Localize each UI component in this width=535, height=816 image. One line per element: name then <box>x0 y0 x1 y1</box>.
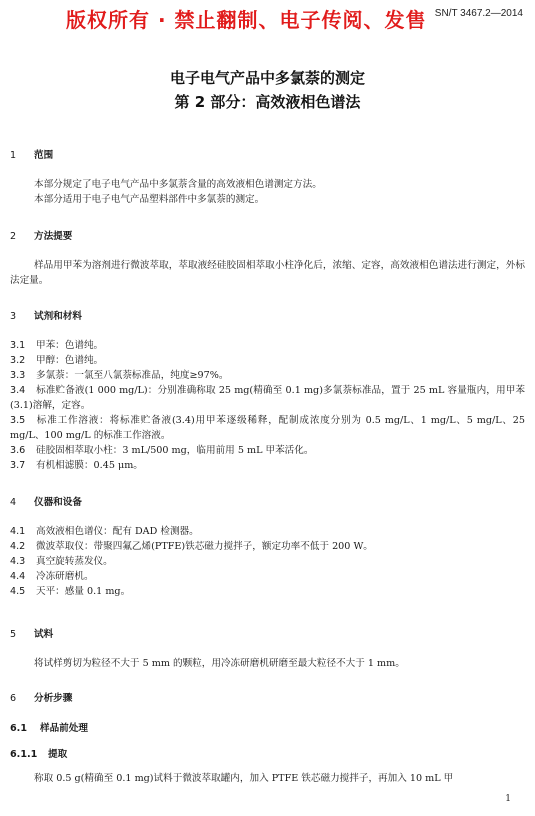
paragraph: 样品用甲苯为溶剂进行微波萃取，萃取液经硅胶固相萃取小柱净化后，浓缩、定容，高效液相色谱法进行测定，外标法定量。 <box>10 260 525 286</box>
section-title: 范围 <box>34 150 54 161</box>
section-heading-4 <box>10 494 82 508</box>
paragraph: 本部分规定了电子电气产品中多氯萘含量的高效液相色谱测定方法。 <box>34 179 322 190</box>
section-heading-1 <box>10 147 53 161</box>
item-text: 天平：感量 0.1 mg。 <box>36 586 131 597</box>
item-number: 4.1 <box>10 526 26 537</box>
item-number: 3.2 <box>10 355 26 366</box>
item-number: 4.2 <box>10 541 26 552</box>
section-title: 试剂和材料 <box>34 311 82 322</box>
item-number: 3.3 <box>10 370 26 381</box>
list-item <box>10 353 525 368</box>
section-number: 6.1.1 <box>10 749 38 760</box>
section-heading-5 <box>10 626 53 640</box>
item-number: 3.7 <box>10 460 26 471</box>
item-number: 4.4 <box>10 571 26 582</box>
item-text: 微波萃取仪：带聚四氟乙烯(PTFE)铁芯磁力搅拌子，额定功率不低于 200 W。 <box>36 541 373 552</box>
section-title: 试料 <box>34 629 54 640</box>
item-number: 3.1 <box>10 340 26 351</box>
item-text: 有机相滤膜：0.45 μm。 <box>36 460 143 471</box>
item-text: 标准贮备液(1 000 mg/L)：分别准确称取 25 mg(精确至 0.1 mg)多氯萘标准品，置于 25 mL 容量瓶内，用甲苯(3.1)溶解，定容。 <box>10 385 525 411</box>
section-title: 方法提要 <box>34 231 73 242</box>
copyright-watermark: 版权所有 · 禁止翻制、电子传阅、发售 <box>66 8 427 32</box>
item-text: 冷冻研磨机。 <box>36 571 94 582</box>
list-item <box>10 443 525 458</box>
list-item <box>10 539 525 554</box>
section-title: 仪器和设备 <box>34 497 82 508</box>
item-text: 甲醇：色谱纯。 <box>36 355 104 366</box>
item-number: 3.6 <box>10 445 26 456</box>
section-number: 4 <box>10 497 17 508</box>
document-subtitle: 第 2 部分：高效液相色谱法 <box>174 93 361 111</box>
item-number: 3.5 <box>10 415 26 426</box>
section-number: 1 <box>10 150 17 161</box>
section-number: 6 <box>10 693 17 704</box>
paragraph: 将试样剪切为粒径不大于 5 mm 的颗粒，用冷冻研磨机研磨至最大粒径不大于 1 mm。 <box>34 658 405 669</box>
paragraph: 本部分适用于电子电气产品塑料部件中多氯萘的测定。 <box>34 194 265 205</box>
standard-number: SN/T 3467.2—2014 <box>434 8 523 19</box>
document-title: 电子电气产品中多氯萘的测定 <box>169 69 365 87</box>
list-item <box>10 584 525 599</box>
section-number: 2 <box>10 231 17 242</box>
page-number: 1 <box>505 794 511 804</box>
item-text: 真空旋转蒸发仪。 <box>36 556 113 567</box>
subsection-heading-6-1-1 <box>10 746 67 760</box>
section-title: 提取 <box>48 749 68 760</box>
item-text: 标准工作溶液：将标准贮备液(3.4)用甲苯逐级稀释，配制成浓度分别为 0.5 mg/L、1 mg/L、5 mg/L、25 mg/L、100 mg/L 的标准工作溶液。 <box>10 415 525 441</box>
list-item <box>10 413 525 443</box>
subsection-heading-6-1 <box>10 720 88 734</box>
item-number: 3.4 <box>10 385 26 396</box>
section-title: 样品前处理 <box>40 723 88 734</box>
section-heading-3 <box>10 308 82 322</box>
item-text: 高效液相色谱仪：配有 DAD 检测器。 <box>36 526 199 537</box>
list-item <box>10 458 525 473</box>
section-title: 分析步骤 <box>34 693 73 704</box>
item-number: 4.3 <box>10 556 26 567</box>
list-item <box>10 554 525 569</box>
section-number: 5 <box>10 629 17 640</box>
section-number: 6.1 <box>10 723 27 734</box>
list-item <box>10 569 525 584</box>
paragraph: 称取 0.5 g(精确至 0.1 mg)试料于微波萃取罐内，加入 PTFE 铁芯磁力搅拌子，再加入 10 mL 甲 <box>34 773 454 784</box>
section-number: 3 <box>10 311 17 322</box>
list-item <box>10 368 525 383</box>
item-text: 硅胶固相萃取小柱：3 mL/500 mg，临用前用 5 mL 甲苯活化。 <box>36 445 314 456</box>
list-item <box>10 338 525 353</box>
item-text: 甲苯：色谱纯。 <box>36 340 104 351</box>
section-heading-6 <box>10 690 72 704</box>
section-heading-2 <box>10 228 72 242</box>
list-item <box>10 383 525 413</box>
item-number: 4.5 <box>10 586 26 597</box>
item-text: 多氯萘：一氯至八氯萘标准品，纯度≥97%。 <box>36 370 229 381</box>
list-item <box>10 524 525 539</box>
